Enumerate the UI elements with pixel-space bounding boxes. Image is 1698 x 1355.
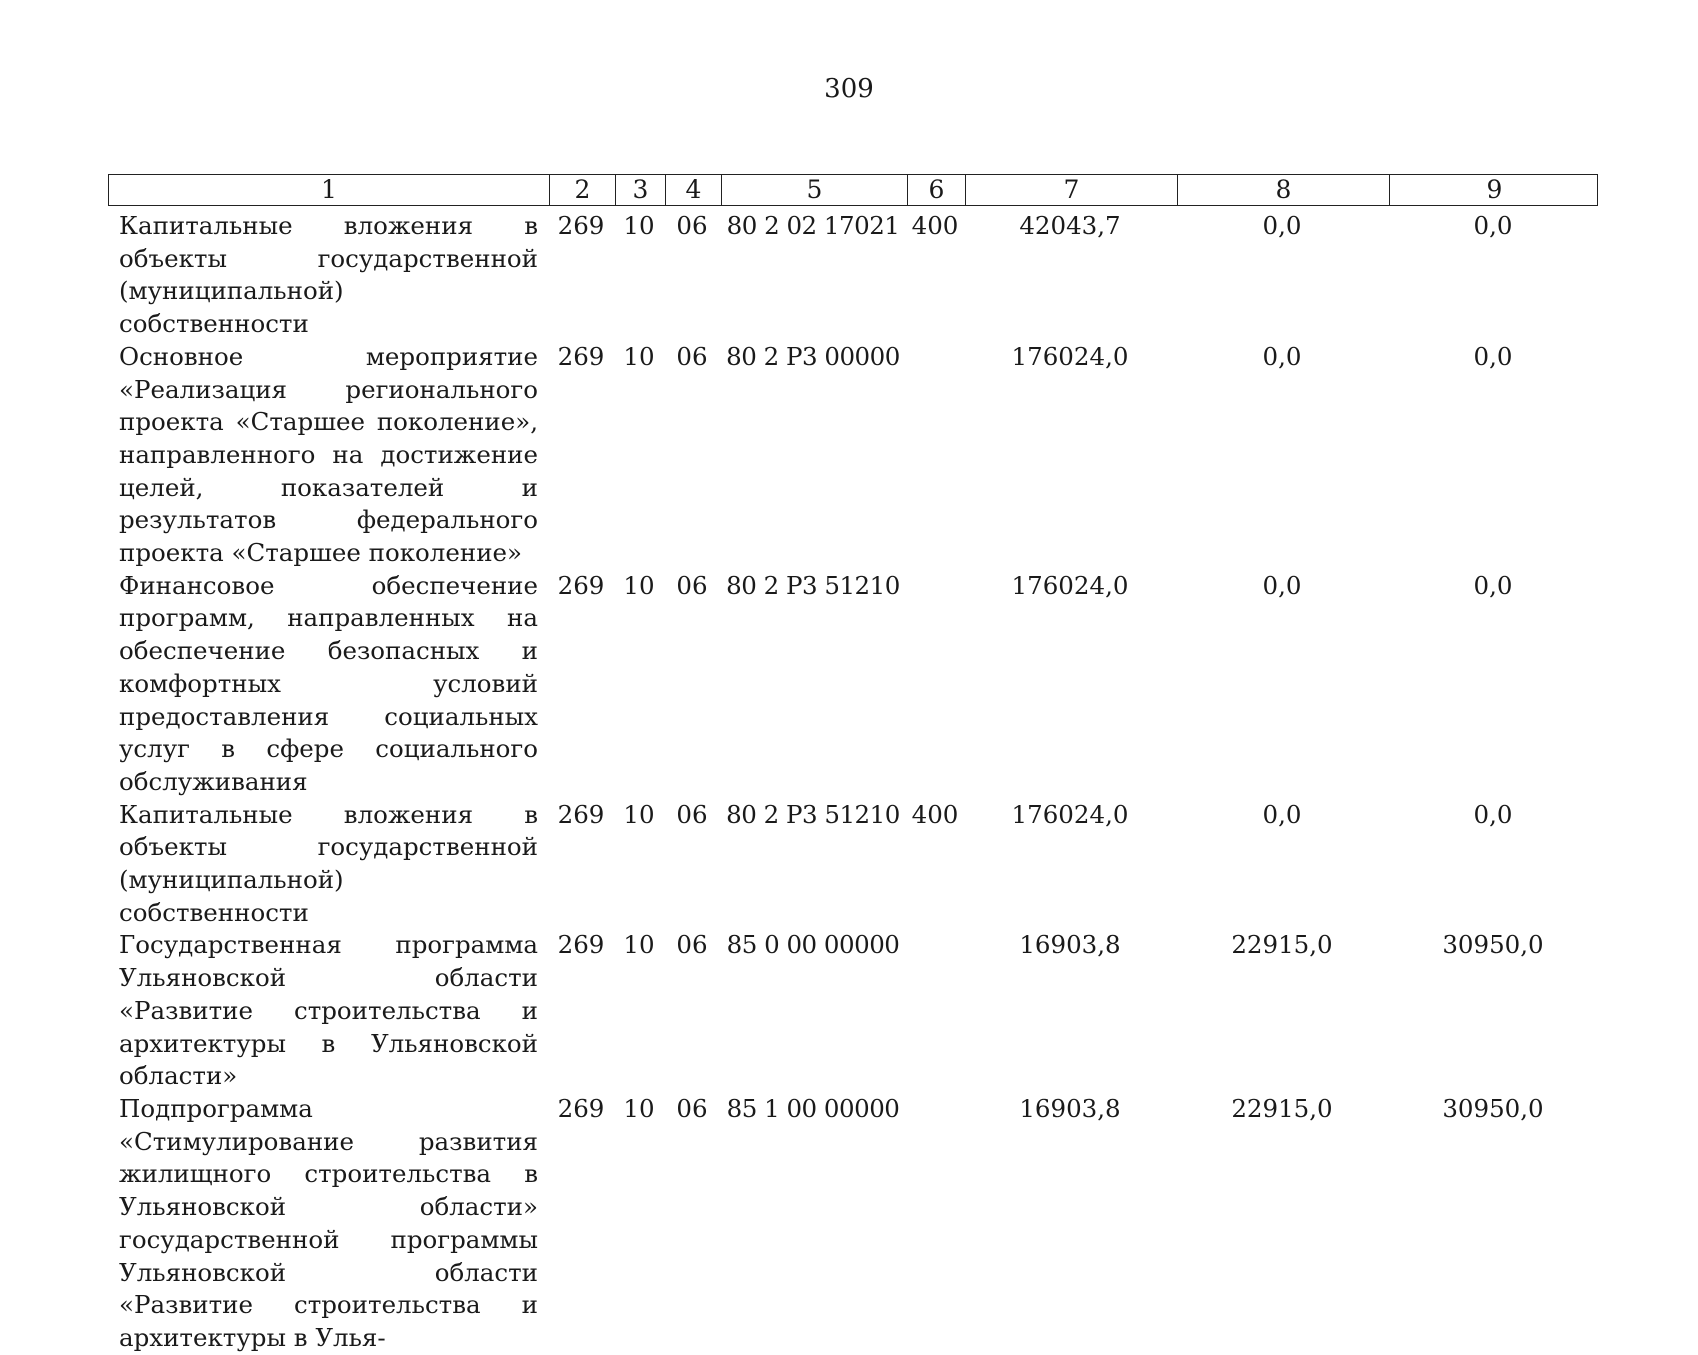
cell-col6 xyxy=(906,929,964,1093)
column-header-6: 6 xyxy=(907,175,965,205)
cell-col4: 06 xyxy=(676,930,708,960)
cell-col7: 16903,8 xyxy=(1019,930,1121,960)
cell-col6: 400 xyxy=(911,799,959,829)
cell-col7: 176024,0 xyxy=(1011,799,1129,829)
cell-col5: 80 2 Р3 00000 xyxy=(726,341,900,371)
row-name: Государственная программа Ульяновской области «Развитие строительства и архитектуры в Ульяновской области» xyxy=(119,930,538,1091)
cell-col6 xyxy=(906,570,964,799)
cell-col3: 10 xyxy=(623,799,655,829)
column-header-2: 2 xyxy=(549,175,615,205)
table-row xyxy=(108,341,1598,570)
cell-col9: 0,0 xyxy=(1473,799,1513,829)
cell-col8: 0,0 xyxy=(1262,799,1302,829)
cell-col7: 16903,8 xyxy=(1019,1093,1121,1123)
table-header-row xyxy=(108,174,1598,206)
cell-col6 xyxy=(906,1093,964,1355)
row-name: Подпрограмма «Стимулирование развития жилищного строительства в Ульяновской области» государственной программы Ульяновской области «Развитие строительства и архитектуры в Улья- xyxy=(119,1093,538,1352)
cell-col3: 10 xyxy=(623,341,655,371)
cell-col8: 0,0 xyxy=(1262,211,1302,240)
cell-col4: 06 xyxy=(676,799,708,829)
cell-col3: 10 xyxy=(623,570,655,600)
row-name: Основное мероприятие «Реализация регионального проекта «Старшее поколение», направленного на достижение целей, показателей и результатов федерального проекта «Старшее поколение» xyxy=(119,341,538,568)
cell-col9: 30950,0 xyxy=(1442,930,1544,960)
column-header-1: 1 xyxy=(321,175,337,204)
cell-col8: 22915,0 xyxy=(1231,930,1333,960)
table-row xyxy=(108,210,1598,341)
cell-col7: 42043,7 xyxy=(1019,211,1121,240)
table-row xyxy=(108,799,1598,930)
cell-col5: 80 2 Р3 51210 xyxy=(726,799,900,829)
cell-col3: 10 xyxy=(623,1093,655,1123)
cell-col8: 22915,0 xyxy=(1231,1093,1333,1123)
cell-col5: 80 2 02 17021 xyxy=(726,211,900,240)
budget-table xyxy=(108,174,1598,1355)
column-header-3: 3 xyxy=(615,175,665,205)
cell-col5: 85 1 00 00000 xyxy=(726,1093,900,1123)
row-name: Финансовое обеспечение программ, направленных на обеспечение безопасных и комфортных условий предоставления социальных услуг в сфере социального обслуживания xyxy=(119,570,538,796)
cell-col8: 0,0 xyxy=(1262,570,1302,600)
cell-col3: 10 xyxy=(623,211,655,240)
row-name: Капитальные вложения в объекты государственной (муниципальной) собственности xyxy=(119,211,538,339)
cell-col9: 30950,0 xyxy=(1442,1093,1544,1123)
column-header-4: 4 xyxy=(665,175,721,205)
row-name: Капитальные вложения в объекты государственной (муниципальной) собственности xyxy=(119,799,538,927)
column-header-9: 9 xyxy=(1389,175,1599,205)
cell-col5: 85 0 00 00000 xyxy=(726,930,900,960)
table-row xyxy=(108,929,1598,1093)
cell-col4: 06 xyxy=(676,1093,708,1123)
cell-col5: 80 2 Р3 51210 xyxy=(726,570,900,600)
cell-col2: 269 xyxy=(557,341,605,371)
cell-col9: 0,0 xyxy=(1473,211,1513,240)
cell-col4: 06 xyxy=(676,570,708,600)
cell-col3: 10 xyxy=(623,930,655,960)
cell-col8: 0,0 xyxy=(1262,341,1302,371)
cell-col9: 0,0 xyxy=(1473,570,1513,600)
table-row xyxy=(108,1093,1598,1355)
column-header-5: 5 xyxy=(721,175,907,205)
column-header-8: 8 xyxy=(1177,175,1389,205)
cell-col4: 06 xyxy=(676,341,708,371)
cell-col2: 269 xyxy=(557,570,605,600)
table-row xyxy=(108,570,1598,799)
table-body xyxy=(108,210,1598,1355)
cell-col2: 269 xyxy=(557,1093,605,1123)
cell-col4: 06 xyxy=(676,211,708,240)
cell-col2: 269 xyxy=(557,211,605,240)
cell-col2: 269 xyxy=(557,930,605,960)
cell-col2: 269 xyxy=(557,799,605,829)
cell-col6 xyxy=(906,341,964,570)
column-header-7: 7 xyxy=(965,175,1177,205)
page-number: 309 xyxy=(824,74,874,104)
cell-col7: 176024,0 xyxy=(1011,341,1129,371)
cell-col9: 0,0 xyxy=(1473,341,1513,371)
cell-col7: 176024,0 xyxy=(1011,570,1129,600)
cell-col6: 400 xyxy=(911,211,959,240)
